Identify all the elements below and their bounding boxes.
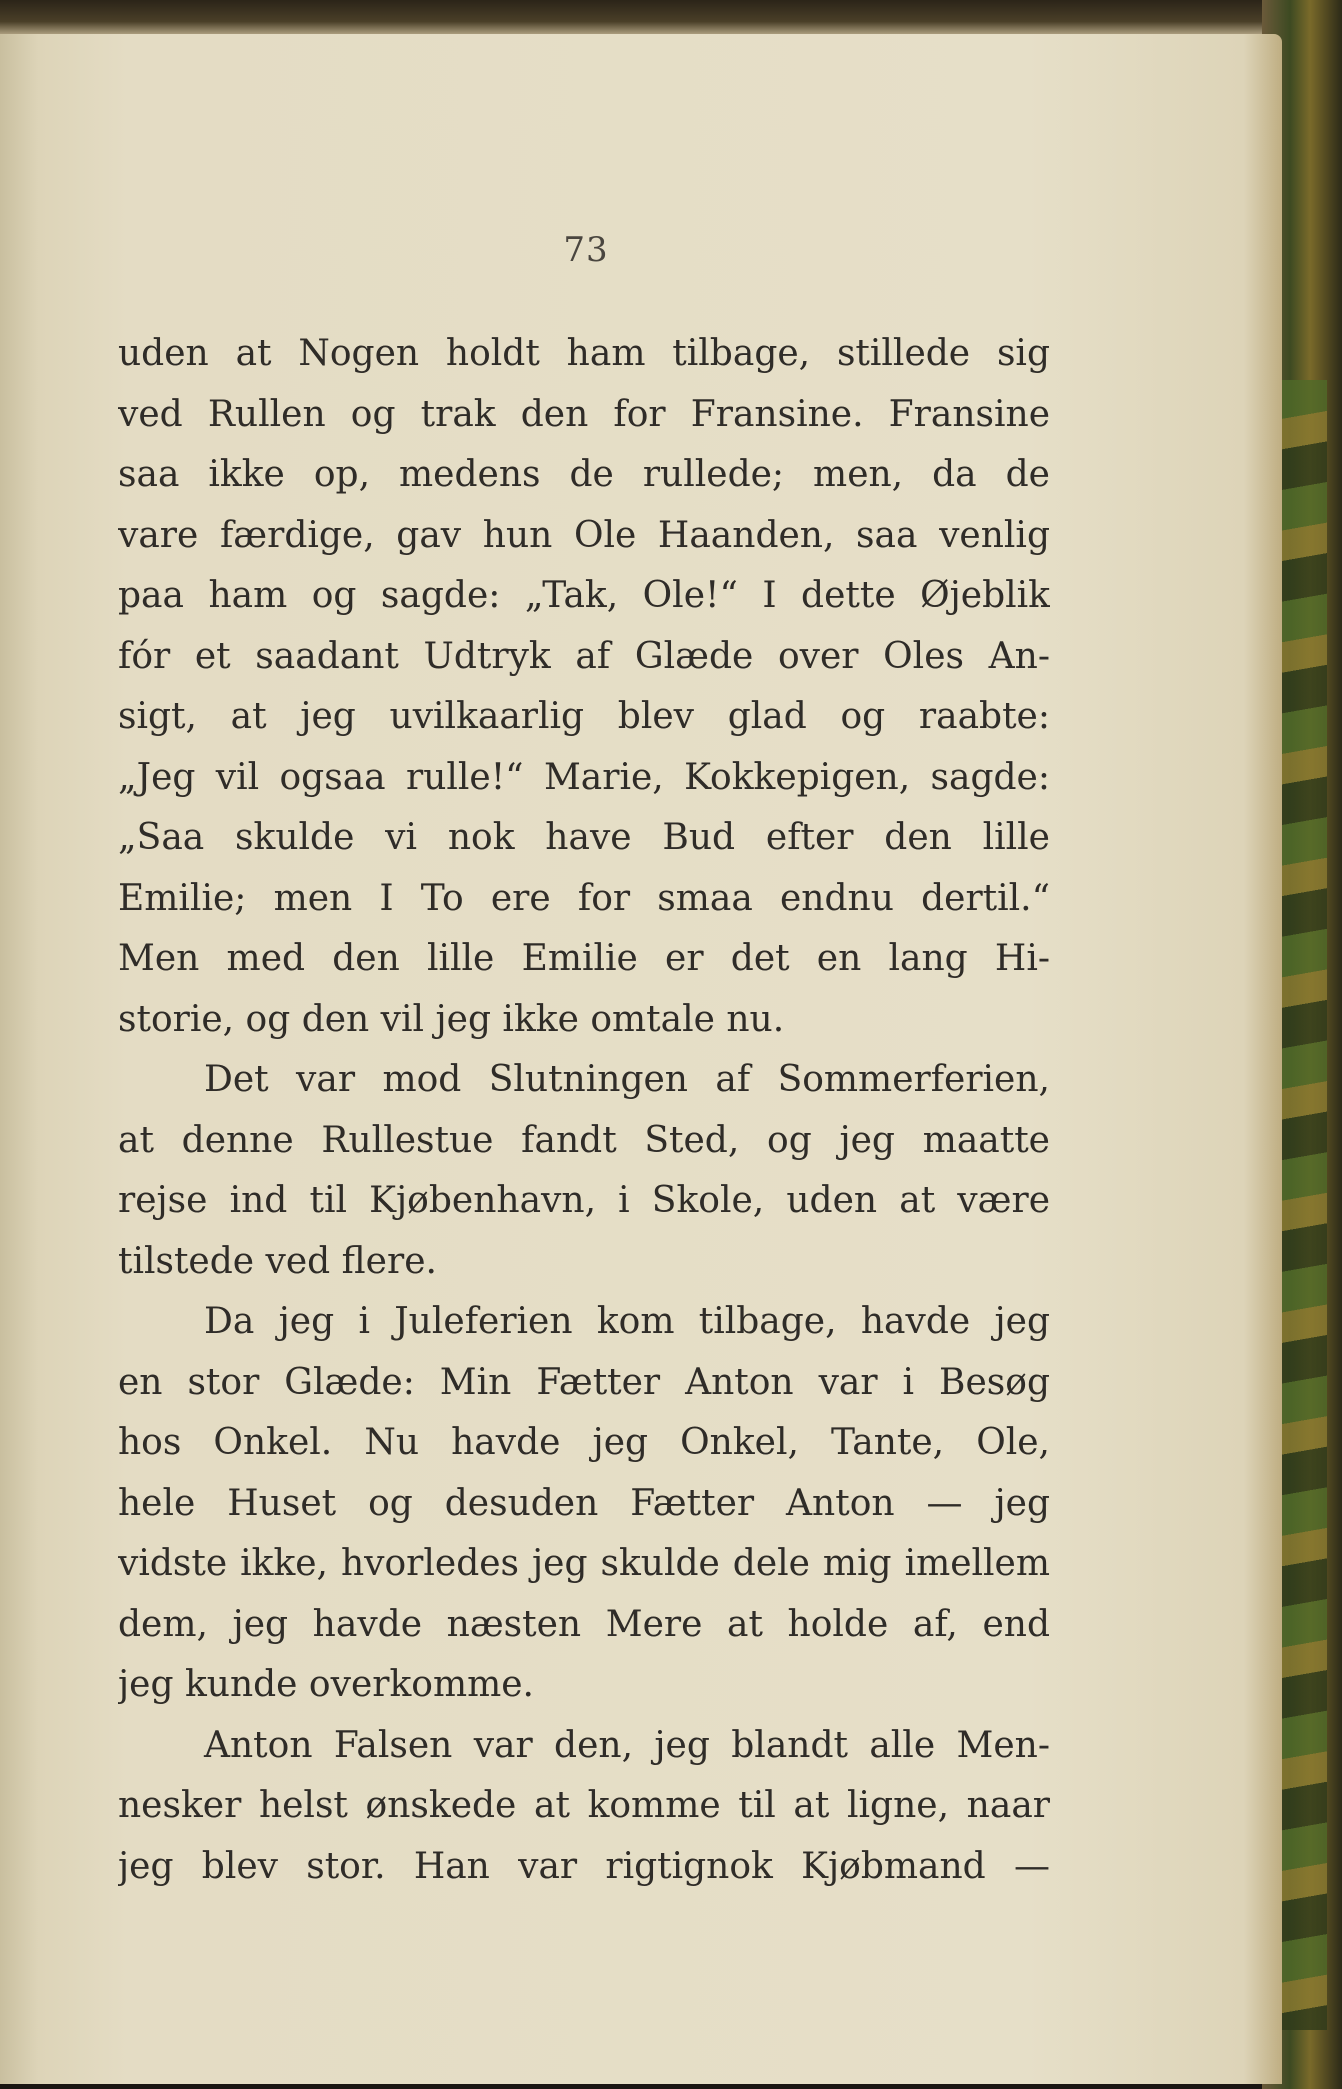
text-line: „Saa skulde vi nok have Bud efter den lille (118, 817, 1050, 858)
book-page (0, 34, 1282, 2084)
text-line: tilstede ved flere. (118, 1240, 437, 1282)
page-number: 73 (563, 230, 609, 270)
text-line: hos Onkel. Nu havde jeg Onkel, Tante, Ole, (118, 1422, 1050, 1463)
text-line: en stor Glæde: Min Fætter Anton var i Besøg (118, 1361, 1050, 1403)
text-line: Emilie; men I To ere for smaa endnu dertil.“ (118, 877, 1050, 919)
text-line: vidste ikke, hvorledes jeg skulde dele mig imellem (118, 1543, 1050, 1584)
text-line: hele Huset og desuden Fætter Anton — jeg (118, 1482, 1050, 1524)
text-line: paa ham og sagde: „Tak, Ole!“ I dette Øjeblik (118, 575, 1050, 616)
text-line: ved Rullen og trak den for Fransine. Fransine (118, 393, 1050, 435)
text-line: Da jeg i Juleferien kom tilbage, havde jeg (204, 1301, 1050, 1342)
text-line: „Jeg vil ogsaa rulle!“ Marie, Kokkepigen, sagde: (118, 756, 1050, 798)
text-line: Det var mod Slutningen af Sommerferien, (204, 1059, 1050, 1100)
text-line: sigt, at jeg uvilkaarlig blev glad og raabte: (118, 696, 1050, 737)
body-text (118, 324, 1050, 1897)
text-line: at denne Rullestue fandt Sted, og jeg maatte (118, 1119, 1050, 1161)
text-line: jeg kunde overkomme. (118, 1664, 534, 1705)
text-line: vare færdige, gav hun Ole Haanden, saa venlig (118, 514, 1050, 556)
text-line: saa ikke op, medens de rullede; men, da de (118, 454, 1050, 495)
text-line: Anton Falsen var den, jeg blandt alle Men- (204, 1724, 1050, 1766)
text-line: rejse ind til Kjøbenhavn, i Skole, uden at være (118, 1180, 1050, 1221)
text-line: fór et saadant Udtryk af Glæde over Oles An- (118, 635, 1050, 677)
text-line: nesker helst ønskede at komme til at ligne, naar (118, 1785, 1050, 1826)
text-line: dem, jeg havde næsten Mere at holde af, end (118, 1603, 1050, 1645)
text-line: storie, og den vil jeg ikke omtale nu. (118, 998, 785, 1040)
text-line: Men med den lille Emilie er det en lang Hi- (118, 938, 1050, 979)
text-line: uden at Nogen holdt ham tilbage, stillede sig (118, 333, 1050, 374)
book-cover-top-edge (0, 0, 1342, 36)
text-line: jeg blev stor. Han var rigtignok Kjøbmand — (118, 1845, 1050, 1887)
